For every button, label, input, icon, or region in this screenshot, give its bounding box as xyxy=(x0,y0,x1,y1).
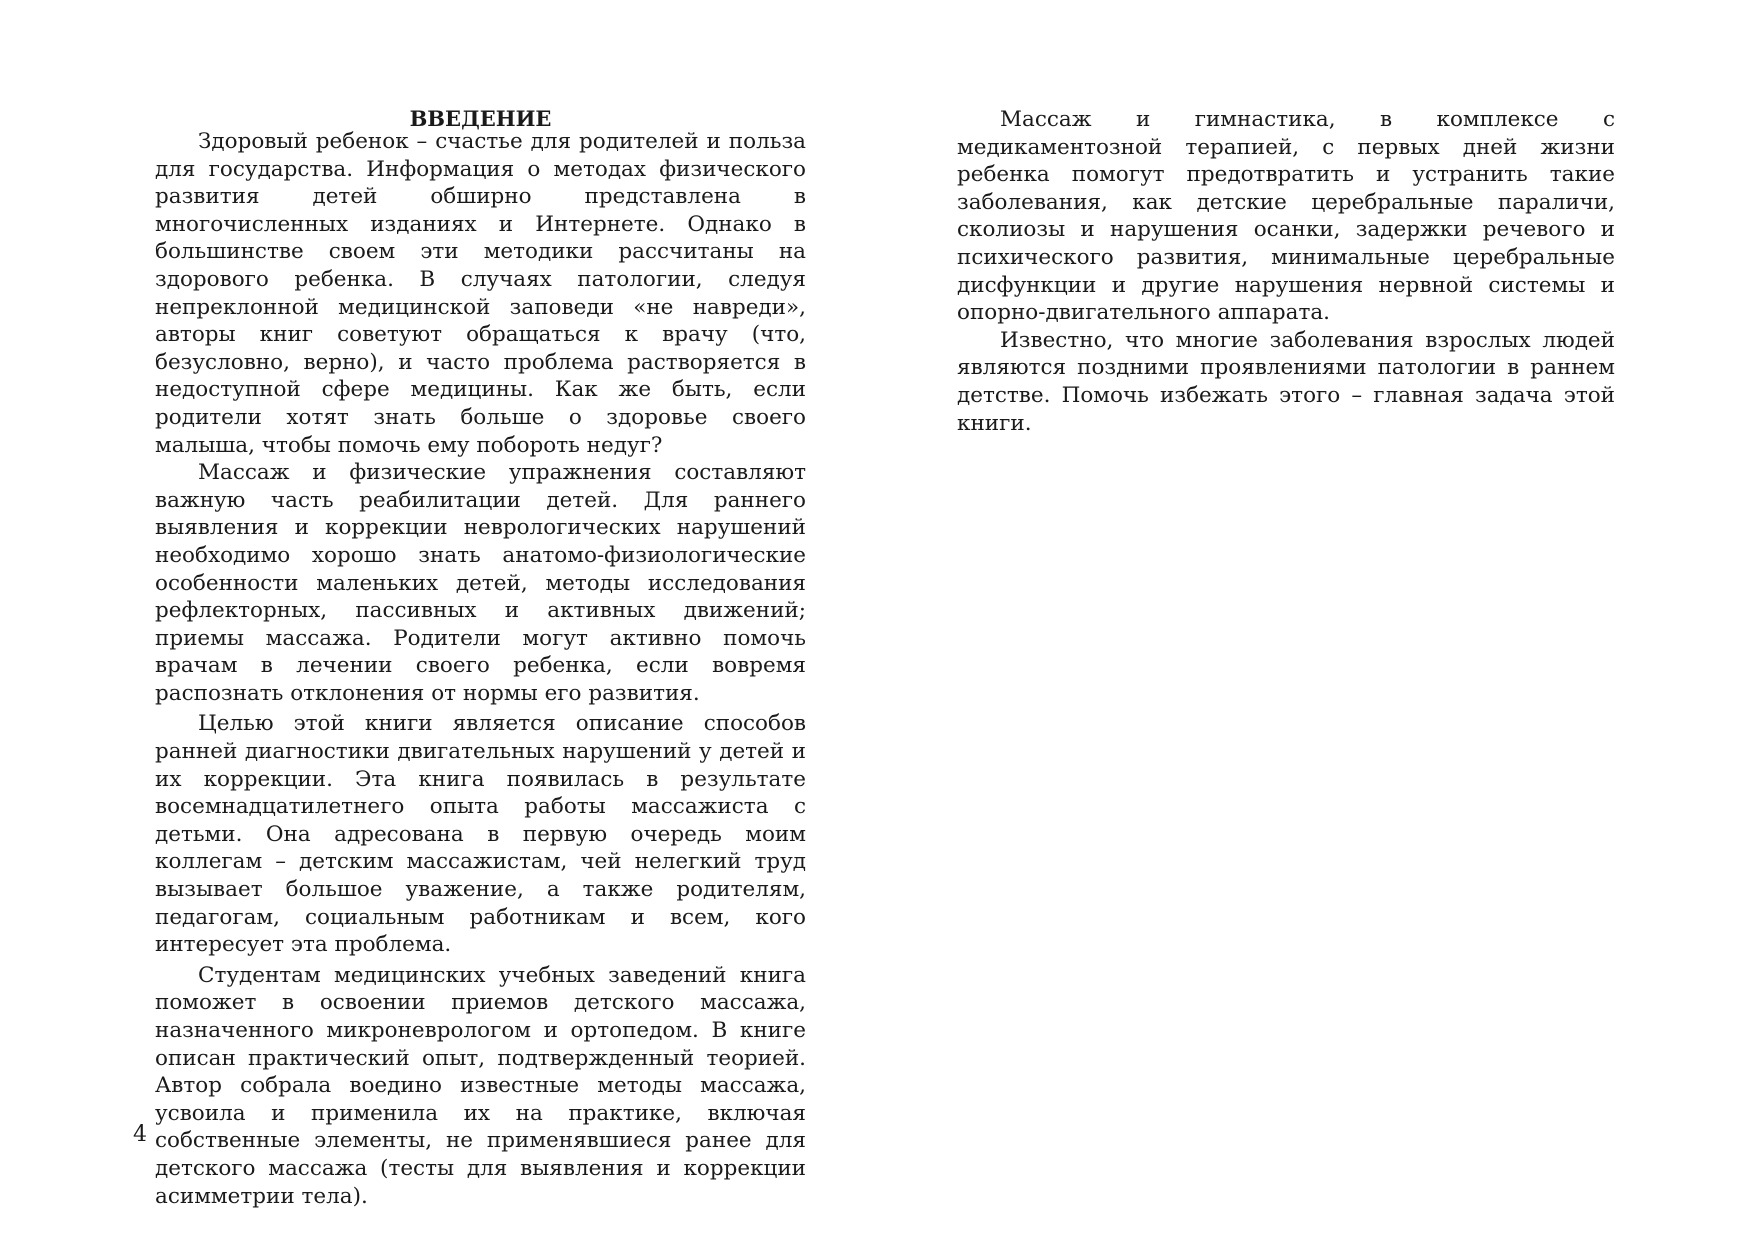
page-number: 4 xyxy=(133,1122,147,1147)
paragraph-2: Массаж и физические упражнения составляют важную часть реабилитации детей. Для раннего выявления и коррекции неврологических нарушений необходимо хорошо знать анатомо-физиологические особенности маленьких детей, методы исследования рефлекторных, пассивных и активных движений; приемы массажа. Родители могут активно помочь врачам в лечении своего ребенка, если вовремя распознать отклонения от нормы его развития. xyxy=(155,460,806,706)
right-page xyxy=(877,0,1755,1240)
paragraph-6: Известно, что многие заболевания взрослых людей являются поздними проявлениями патологии в раннем детстве. Помочь избежать этого – главная задача этой книги. xyxy=(957,327,1615,436)
paragraph-5: Массаж и гимнастика, в комплексе с медикаментозной терапией, с первых дней жизни ребенка помогут предотвратить и устранить такие заболевания, как детские церебральные параличи, сколиозы и нарушения осанки, задержки речевого и психического развития, минимальные церебральные дисфункции и другие нарушения нервной системы и опорно-двигательного аппарата. xyxy=(957,107,1615,326)
paragraph-1: Здоровый ребенок – счастье для родителей и польза для государства. Информация о методах физического развития детей обширно представлена в многочисленных изданиях и Интернете. Однако в большинстве своем эти методики рассчитаны на здорового ребенка. В случаях патологии, следуя непреклонной медицинской заповеди «не навреди», авторы книг советуют обращаться к врачу (что, безусловно, верно), и часто проблема растворяется в недоступной сфере медицины. Как же быть, если родители хотят знать больше о здоровье своего малыша, чтобы помочь ему побороть недуг? xyxy=(155,129,806,458)
left-text-column xyxy=(155,128,806,1210)
paragraph-4: Студентам медицинских учебных заведений книга поможет в освоении приемов детского массажа, назначенного микроневрологом и ортопедом. В книге описан практический опыт, подтвержденный теорией. Автор собрала воедино известные методы массажа, усвоила и применила их на практике, включая собственные элементы, не применявшиеся ранее для детского массажа (тесты для выявления и коррекции асимметрии тела). xyxy=(155,962,806,1209)
left-page xyxy=(0,0,877,1240)
chapter-heading: ВВЕДЕНИЕ xyxy=(409,106,552,131)
right-text-column xyxy=(957,106,1615,437)
paragraph-3: Целью этой книги является описание способов ранней диагностики двигательных нарушений у детей и их коррекции. Эта книга появилась в результате восемнадцатилетнего опыта работы массажиста с детьми. Она адресована в первую очередь моим коллегам – детским массажистам, чей нелегкий труд вызывает большое уважение, а также родителям, педагогам, социальным работникам и всем, кого интересует эта проблема. xyxy=(155,711,806,958)
